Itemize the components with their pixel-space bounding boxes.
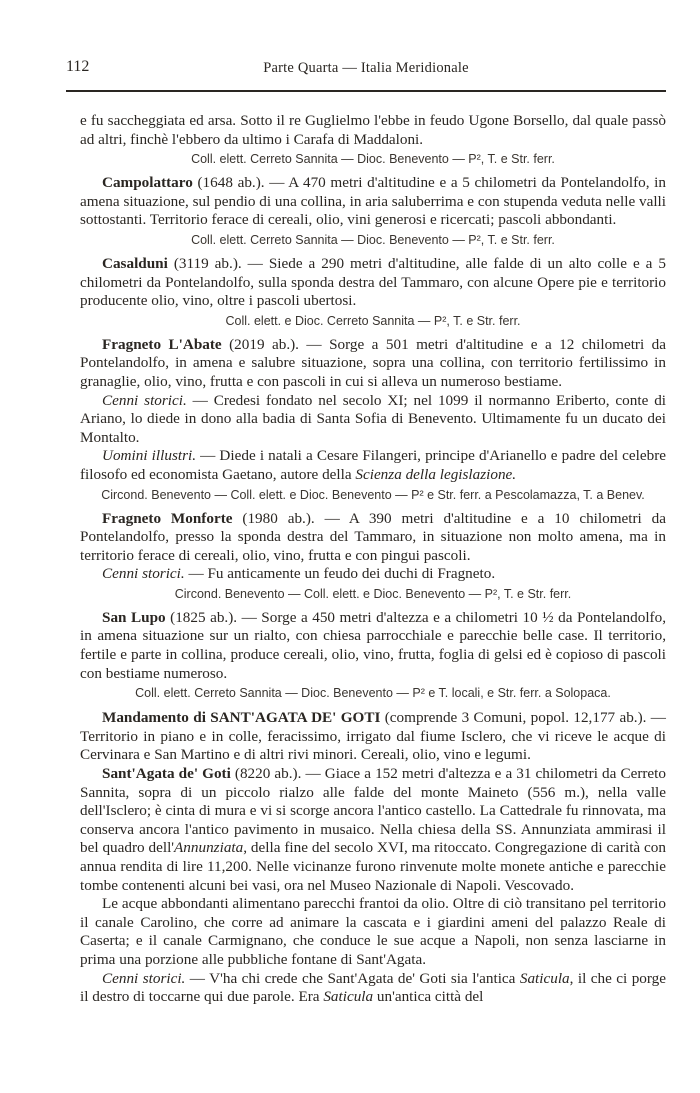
- entry-campolattaro: [80, 174, 666, 230]
- place-name: Saticula: [323, 988, 374, 1006]
- entry-casalduni: [80, 255, 666, 311]
- section-text: , il che ci porge il destro di toccarne qui due parole. Era: [80, 969, 666, 1006]
- admin-note: Coll. elett. Cerreto Sannita — Dioc. Benevento — P², T. e Str. ferr.: [191, 232, 555, 247]
- entry-name: Campolattaro: [102, 174, 193, 192]
- section-text: — Fu anticamente un feudo dei duchi di Fragneto.: [184, 565, 496, 583]
- admin-note: Coll. elett. Cerreto Sannita — Dioc. Benevento — P², T. e Str. ferr.: [191, 152, 555, 167]
- entry-text: (8220 ab.). — Giace a 152 metri d'altezza e a 31 chilometri da Cerreto Sannita, sopra di un piccolo rialzo alle falde del monte Maineto (556 m.), nella valle dell'Isclero; è cinta di mura e vi si scorge ancora l'antico castello. La Cattedrale fu rinnovata, ma conserva ancora l'antico pavimento in musaico. Nella chiesa della SS. Annunziata ammirasi il bel quadro dell': [80, 765, 666, 857]
- entry-name: Casalduni: [102, 254, 168, 272]
- section-text: — V'ha chi crede che Sant'Agata de' Goti sia l'antica: [185, 969, 520, 987]
- admin-note: Coll. elett. Cerreto Sannita — Dioc. Benevento — P² e T. locali, e Str. ferr. a Solopaca.: [135, 686, 611, 701]
- work-title: Annunziata: [174, 839, 244, 857]
- section-text: un'antica città del: [373, 988, 484, 1006]
- admin-note: Coll. elett. e Dioc. Cerreto Sannita — P², T. e Str. ferr.: [225, 313, 521, 328]
- historical-notes: [80, 970, 666, 1007]
- entry-text: (1980 ab.). — A 390 metri d'altitudine e a 10 chilometri da Pontelandolfo, presso la sponda destra del Tammaro, in situazione non molto amena, ma in territorio ferace di cereali, olio, vino, frutta e con pingui pascoli.: [80, 509, 666, 564]
- page-header: [66, 58, 666, 82]
- entry-fragneto-monforte: [80, 510, 666, 566]
- entry-text: (2019 ab.). — Sorge a 501 metri d'altitudine e a 12 chilometri da Pontelandolfo, in amena e salubre situazione, sopra una collina, con territorio fertilissimo in granaglie, olio, vino, frutta e con pascoli in cui si alleva un numeroso bestiame.: [80, 335, 666, 390]
- entry-text: , della fine del secolo XVI, ma ritoccato. Congregazione di carità con annua rendita di lire 11,200. Nelle vicinanze furono rinvenute molte monete antiche e parecchie tombe contenenti alcuni bei vasi, ora nel Museo Nazionale di Napoli. Vescovado.: [80, 839, 666, 894]
- entry-santagata: [80, 765, 666, 895]
- page-number: 112: [66, 58, 90, 75]
- page-body: [80, 112, 666, 1007]
- admin-note: Circond. Benevento — Coll. elett. e Dioc. Benevento — P², T. e Str. ferr.: [174, 586, 572, 601]
- section-text: (comprende 3 Comuni, popol. 12,177 ab.). — Territorio in piano e in colle, feracissimo, irrigato dal fiume Isclero, che vi riceve le acque di Cervinara e San Martino e di altri rivi minori. Cereali, olio, vino e legumi.: [80, 709, 666, 764]
- historical-notes: [80, 392, 666, 448]
- section-label: Cenni storici.: [102, 969, 186, 987]
- continuation-text: e fu saccheggiata ed arsa. Sotto il re Guglielmo l'ebbe in feudo Ugone Borsello, dal quale passò ad altri, finchè l'ebbero da ultimo i Carafa di Maddaloni.: [80, 112, 666, 148]
- continuation-paragraph: [80, 112, 666, 149]
- entry-name: San Lupo: [102, 608, 166, 626]
- entry-name: Sant'Agata de' Goti: [102, 765, 231, 783]
- section-label: Cenni storici.: [102, 565, 185, 583]
- entry-name: Fragneto Monforte: [102, 509, 233, 527]
- mandamento-section: [80, 709, 666, 765]
- section-text: — Diede i natali a Cesare Filangeri, principe d'Arianello e padre del celebre filosofo ed economista Gaetano, autore della: [80, 447, 666, 483]
- notable-people: [80, 447, 666, 484]
- section-text: — Credesi fondato nel secolo XI; nel 1099 il normanno Eriberto, conte di Ariano, lo diede in dono alla badia di Santa Sofia di Benevento. Ultimamente fu un ducato dei Montalto.: [80, 391, 667, 446]
- paragraph-text: Le acque abbondanti alimentano parecchi frantoi da olio. Oltre di ciò transitano pel territorio il canale Carolino, che corre ad animare la cascata e i giardini ameni del palazzo Reale di Caserta; e il canale Carmignano, che conduce le sue acque a Napoli, non senza lasciarne in prima una porzione alle pubbliche fontane di Sant'Agata.: [80, 895, 666, 968]
- section-label: Cenni storici.: [102, 391, 187, 409]
- historical-notes: [80, 565, 666, 584]
- entry-san-lupo: [80, 609, 666, 683]
- running-title: Parte Quarta — Italia Meridionale: [263, 60, 469, 76]
- section-label: Uomini illustri.: [102, 447, 196, 465]
- entry-text: (1825 ab.). — Sorge a 450 metri d'altezza e a chilometri 10 ½ da Pontelandolfo, in amena situazione sur un rialto, con chiesa parrocchiale e parecchie belle case. Il territorio, fertile e parte in collina, produce cereali, olio, vino, frutta, foglia di gelsi ed è copioso di pascoli con bestiame numeroso.: [80, 608, 666, 682]
- entry-text: (1648 ab.). — A 470 metri d'altitudine e a 5 chilometri da Pontelandolfo, in amena situazione, sul pendio di una collina, in aria saluberrima e con stupenda veduta nelle valli sottostanti. Territorio ferace di cereali, olio, vini generosi e ricercati; pascoli abbondanti.: [80, 174, 666, 229]
- entry-name: Fragneto L'Abate: [102, 335, 222, 353]
- entry-fragneto-labate: [80, 336, 666, 392]
- admin-note: Circond. Benevento — Coll. elett. e Dioc. Benevento — P² e Str. ferr. a Pescolamazza, T. a Benev.: [101, 487, 645, 502]
- place-name: Saticula: [519, 969, 570, 987]
- waters-paragraph: [80, 895, 666, 969]
- section-heading: Mandamento di SANT'AGATA DE' GOTI: [102, 709, 381, 727]
- work-title: Scienza della legislazione.: [355, 465, 517, 483]
- entry-text: (3119 ab.). — Siede a 290 metri d'altitudine, alle falde di un alto colle e a 5 chilometri da Pontelandolfo, sulla sponda destra del Tammaro, con alcune Opere pie e territorio producente olio, vino, oltre i pascoli ubertosi.: [80, 254, 666, 310]
- header-rule: [66, 90, 666, 92]
